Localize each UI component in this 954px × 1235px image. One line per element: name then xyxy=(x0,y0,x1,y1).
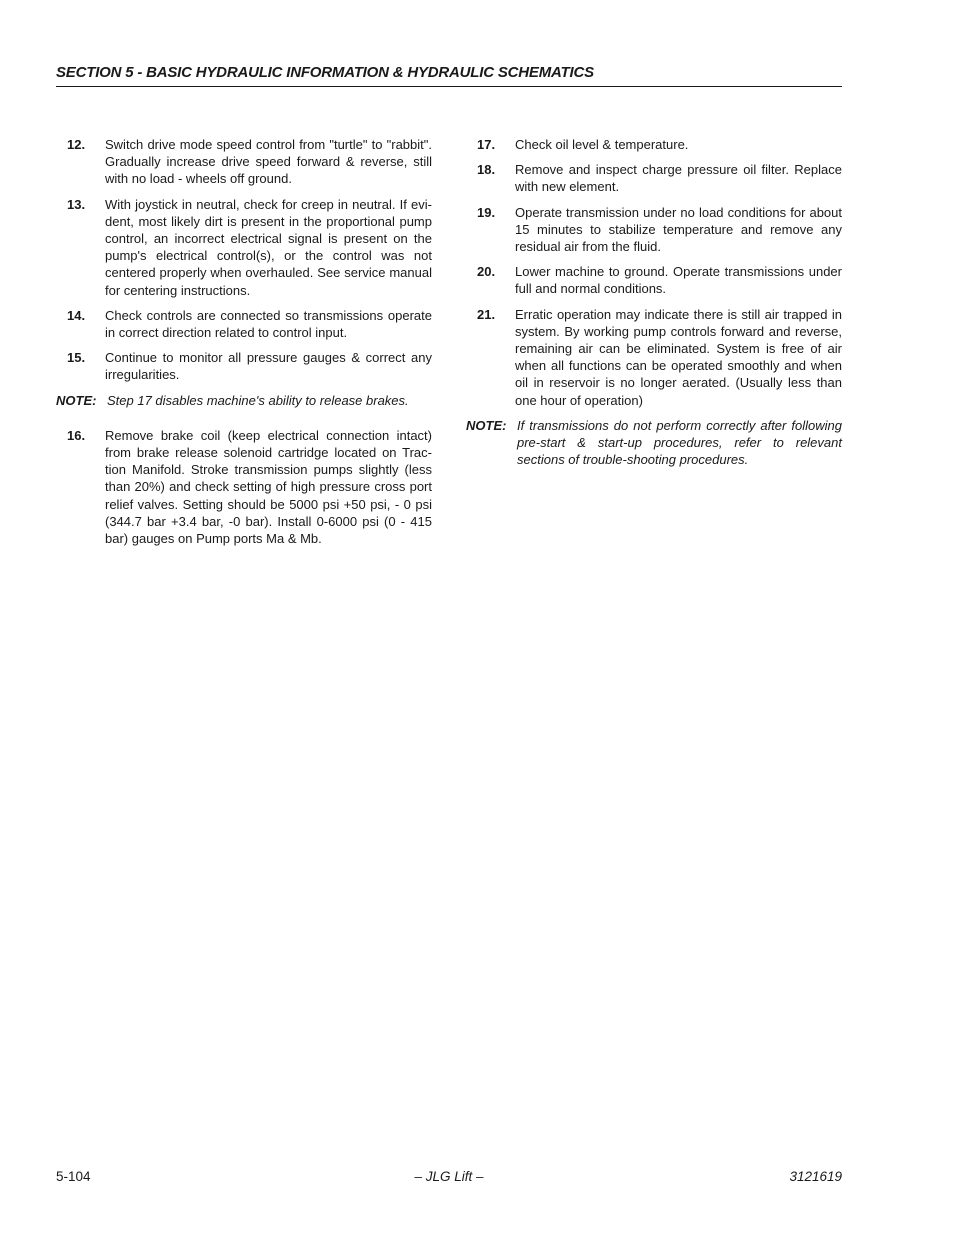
step-text: Check oil level & temperature. xyxy=(515,137,689,152)
left-column xyxy=(56,136,432,555)
step-text: Check controls are connected so transmissions operate in correct direction related to control input. xyxy=(105,307,432,341)
step-text: Lower machine to ground. Operate transmissions under full and normal conditions. xyxy=(515,264,842,297)
step-item xyxy=(466,136,842,153)
step-item xyxy=(56,196,432,299)
step-text: Continue to monitor all pressure gauges & correct any irregularities. xyxy=(105,350,432,383)
step-item xyxy=(56,307,432,341)
step-number: 14. xyxy=(67,307,86,323)
step-number: 15. xyxy=(67,350,86,366)
page-number: 5-104 xyxy=(56,1169,91,1184)
step-text: Operate transmission under no load conditions for about 15 minutes to stabilize temperature and remove any residual air from the fluid. xyxy=(515,204,842,255)
note-text: If transmissions do not perform correctly after following pre-start & start-up procedures, refer to relevant sections of trouble-shooting procedures. xyxy=(517,417,842,468)
step-item xyxy=(466,204,842,256)
step-number: 19. xyxy=(477,204,496,220)
step-number: 21. xyxy=(477,306,496,322)
step-item xyxy=(466,263,842,297)
step-item xyxy=(56,427,432,547)
note-label: NOTE: xyxy=(466,417,507,433)
right-column xyxy=(466,136,842,480)
step-number: 13. xyxy=(67,196,86,212)
step-text: Switch drive mode speed control from "turtle" to "rabbit". Gradually increase drive speed forward & reverse, still with no load - wheels off ground. xyxy=(105,137,432,187)
note xyxy=(56,392,432,409)
section-header xyxy=(56,64,842,87)
note-text: Step 17 disables machine's ability to release brakes. xyxy=(107,392,409,408)
step-item xyxy=(56,136,432,188)
step-number: 17. xyxy=(477,137,496,152)
step-text: Erratic operation may indicate there is still air trapped in system. By working pump controls forward and reverse, remaining air can be eliminated. System is free of air when all functions can be operated smoothly and when oil in reservoir is no longer aerated. (Usually less than one hour of operation) xyxy=(515,306,842,408)
step-number: 12. xyxy=(67,137,86,152)
step-number: 20. xyxy=(477,264,496,280)
step-number: 18. xyxy=(477,162,496,178)
step-item xyxy=(466,306,842,409)
step-number: 16. xyxy=(67,427,86,443)
step-item xyxy=(56,349,432,383)
step-text: Remove and inspect charge pressure oil filter. Replace with new element. xyxy=(515,162,842,195)
step-item xyxy=(466,161,842,195)
note-label: NOTE: xyxy=(56,392,97,408)
section-title: SECTION 5 - BASIC HYDRAULIC INFORMATION & HYDRAULIC SCHEMATICS xyxy=(56,64,594,81)
note xyxy=(466,417,842,469)
step-text: With joystick in neutral, check for creep in neutral. If evident, most likely dirt is present in the proportional pump control, an incorrect electrical signal is present on the pump's electrical control(s), or the control was not centered properly when overhauled. See service manual for centering instructions. xyxy=(105,196,432,298)
step-text: Remove brake coil (keep electrical connection intact) from brake release solenoid cartridge located on Traction Manifold. Stroke transmission pumps slightly (less than 20%) and check setting of high pressure cross port relief valves. Setting should be 5000 psi +50 psi, - 0 psi (344.7 bar +3.4 bar, -0 bar). Install 0-6000 psi (0 - 415 bar) gauges on Pump ports Ma & Mb. xyxy=(105,427,432,547)
footer-publisher: – JLG Lift – xyxy=(414,1169,484,1184)
document-number: 3121619 xyxy=(789,1169,842,1184)
